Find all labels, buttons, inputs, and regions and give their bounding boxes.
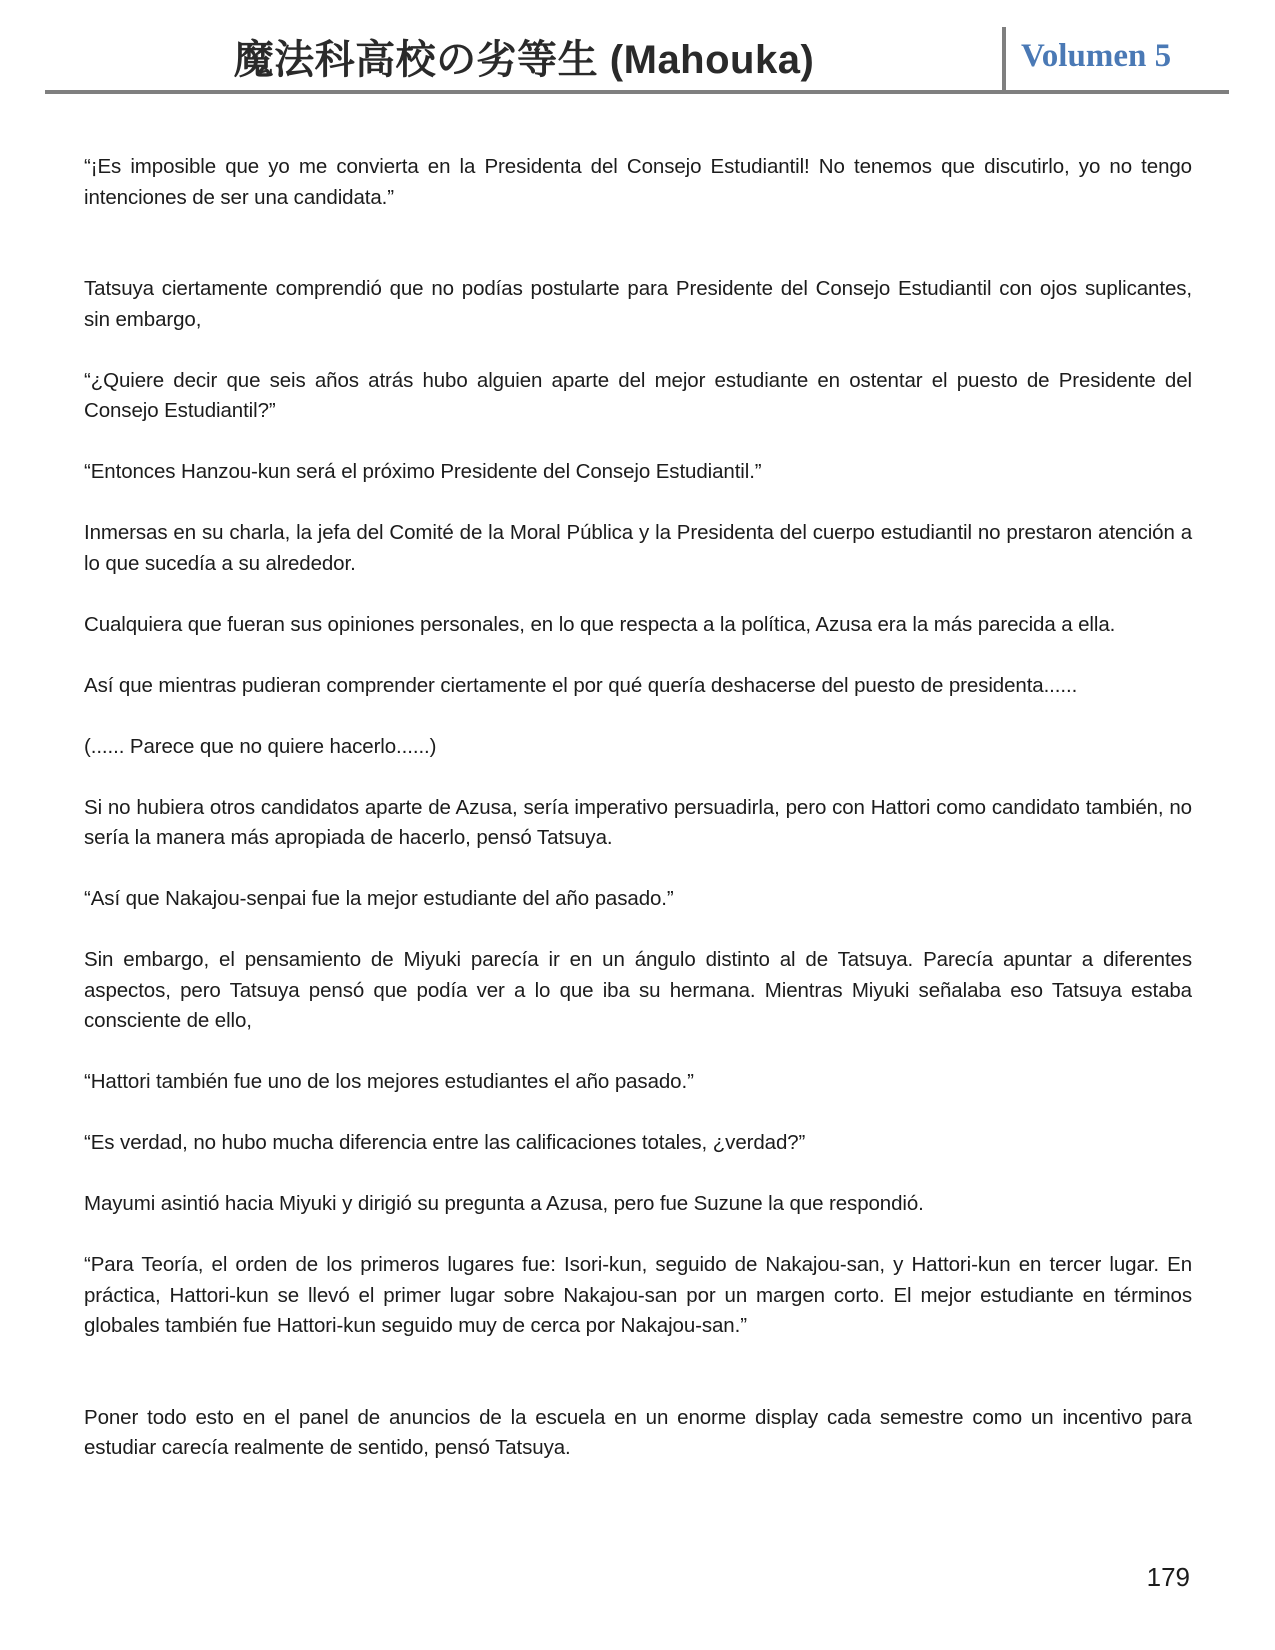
paragraph: Tatsuya ciertamente comprendió que no podías postularte para Presidente del Consejo Estudiantil con ojos suplicantes, sin embargo, xyxy=(84,277,1192,331)
paragraph: (...... Parece que no quiere hacerlo......) xyxy=(84,734,437,758)
volume-label: Volumen 5 xyxy=(1021,38,1172,74)
paragraph: Poner todo esto en el panel de anuncios de la escuela en un enorme display cada semestre como un incentivo para estudiar carecía realmente de sentido, pensó Tatsuya. xyxy=(84,1405,1192,1459)
document-body xyxy=(84,152,1192,1494)
paragraph: “Así que Nakajou-senpai fue la mejor estudiante del año pasado.” xyxy=(84,887,674,910)
paragraph: Así que mientras pudieran comprender ciertamente el por qué quería deshacerse del puesto de presidenta...... xyxy=(84,673,1078,697)
page-title: 魔法科高校の劣等生 (Mahouka) xyxy=(233,38,815,82)
paragraph: “Entonces Hanzou-kun será el próximo Presidente del Consejo Estudiantil.” xyxy=(84,460,762,483)
paragraph: “¿Quiere decir que seis años atrás hubo alguien aparte del mejor estudiante en ostentar el puesto de Presidente del Consejo Estudiantil?” xyxy=(84,368,1192,422)
paragraph: Inmersas en su charla, la jefa del Comité de la Moral Pública y la Presidenta del cuerpo estudiantil no prestaron atención a lo que sucedía a su alrededor. xyxy=(84,521,1192,575)
paragraph: “¡Es imposible que yo me convierta en la Presidenta del Consejo Estudiantil! No tenemos que discutirlo, yo no tengo intenciones de ser una candidata.” xyxy=(84,155,1192,209)
header-divider xyxy=(1002,27,1006,90)
page-number: 179 xyxy=(1146,1562,1190,1592)
paragraph: Si no hubiera otros candidatos aparte de Azusa, sería imperativo persuadirla, pero con Hattori como candidato también, no sería la manera más apropiada de hacerlo, pensó Tatsuya. xyxy=(84,795,1192,849)
paragraph: Mayumi asintió hacia Miyuki y dirigió su pregunta a Azusa, pero fue Suzune la que respondió. xyxy=(84,1192,924,1215)
paragraph: “Es verdad, no hubo mucha diferencia entre las calificaciones totales, ¿verdad?” xyxy=(84,1131,806,1154)
paragraph: “Hattori también fue uno de los mejores estudiantes el año pasado.” xyxy=(84,1070,694,1093)
paragraph: Cualquiera que fueran sus opiniones personales, en lo que respecta a la política, Azusa era la más parecida a ella. xyxy=(84,612,1116,636)
paragraph: “Para Teoría, el orden de los primeros lugares fue: Isori-kun, seguido de Nakajou-san, y Hattori-kun en tercer lugar. En práctica, Hattori-kun se llevó el primer lugar sobre Nakajou-san por un margen corto. El mejor estudiante en términos globales también fue Hattori-kun seguido muy de cerca por Nakajou-san.” xyxy=(84,1253,1192,1337)
paragraph: Sin embargo, el pensamiento de Miyuki parecía ir en un ángulo distinto al de Tatsuya. Parecía apuntar a diferentes aspectos, pero Tatsuya pensó que podía ver a lo que iba su hermana. Mientras Miyuki señalaba eso Tatsuya estaba consciente de ello, xyxy=(84,948,1192,1032)
header-rule xyxy=(45,90,1229,94)
